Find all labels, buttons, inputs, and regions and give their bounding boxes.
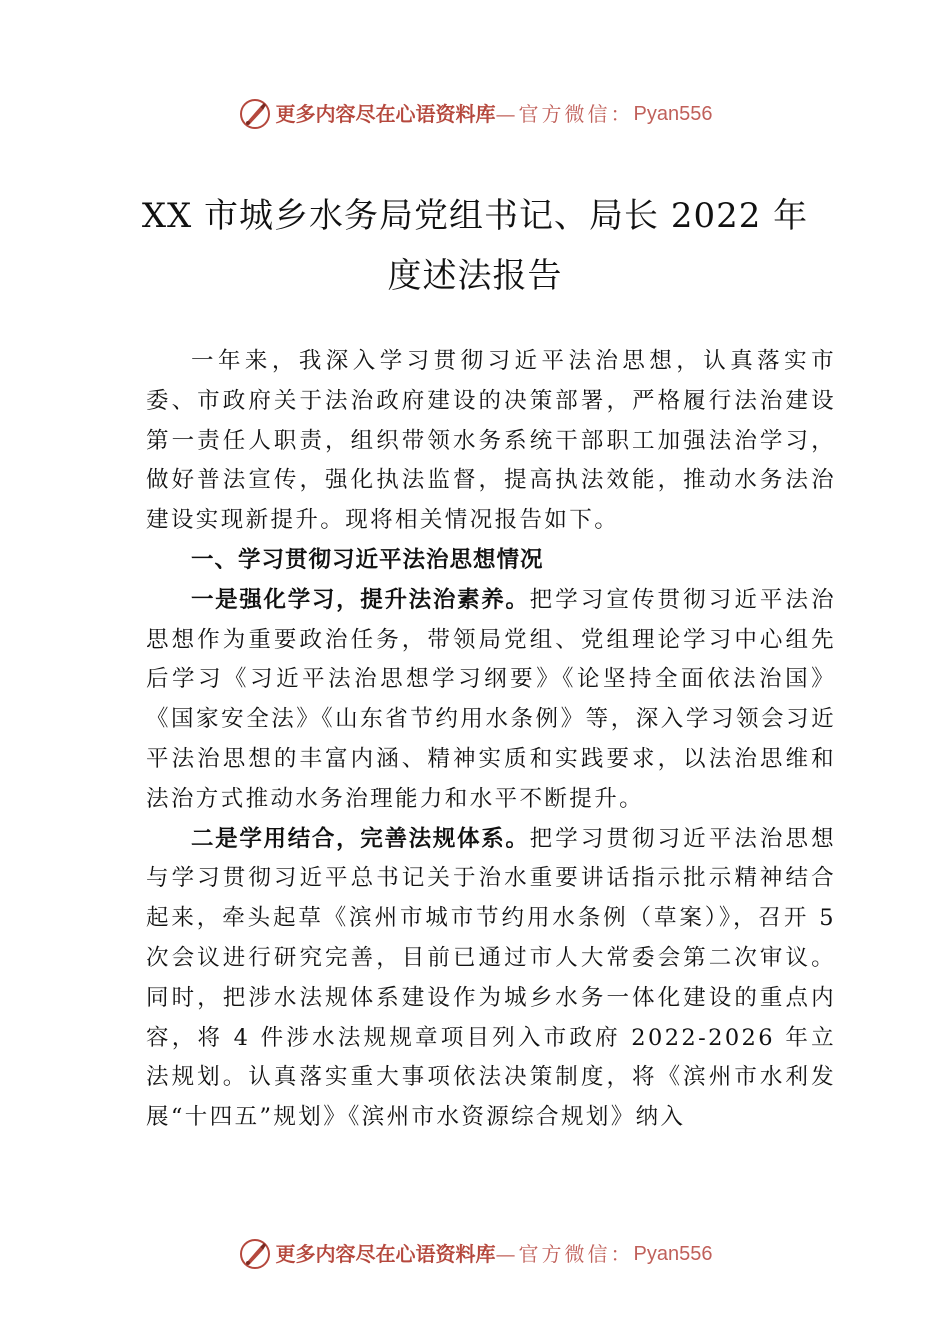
paragraph-2-text: 把学习贯彻习近平法治思想与学习贯彻习近平总书记关于治水重要讲话指示批示精神结合起来，牵头起草《滨州市城市节约用水条例（草案）》，召开 5 次会议进行研究完善，目前已通过市人大常委会第二次审议。同时，把涉水法规体系建设作为城乡水务一体化建设的重点内容，将 4 件涉水法规规章项目列入市政府 2022-2026 年立法规划。认真落实重大事项依法决策制度，将《滨州市水利发展“十四五”规划》《滨州市水资源综合规划》纳入 <box>146 825 836 1131</box>
paragraph-1-text: 把学习宣传贯彻习近平法治思想作为重要政治任务，带领局党组、党组理论学习中心组先后学习《习近平法治思想学习纲要》《论坚持全面依法治国》《国家安全法》《山东省节约用水条例》等，深入学习领会习近平法治思想的丰富内涵、精神实质和实践要求，以法治思维和法治方式推动水务治理能力和水平不断提升。 <box>146 586 836 812</box>
watermark-sub-text: —官方微信： <box>495 102 634 126</box>
watermark-main-text: 更多内容尽在心语资料库 <box>275 1242 496 1266</box>
pen-logo-icon <box>238 97 272 131</box>
watermark-wechat-id: Pyan556 <box>633 103 713 125</box>
footer-watermark <box>0 1237 950 1271</box>
pen-logo-icon <box>238 1237 272 1271</box>
intro-paragraph: 一年来，我深入学习贯彻习近平法治思想，认真落实市委、市政府关于法治政府建设的决策部署，严格履行法治建设第一责任人职责，组织带领水务系统干部职工加强法治学习，做好普法宣传，强化执法监督，提高执法效能，推动水务法治建设实现新提升。现将相关情况报告如下。 <box>146 348 836 534</box>
watermark-sub-text: —官方微信： <box>495 1242 634 1266</box>
paragraph-2-lead: 二是学用结合，完善法规体系。 <box>191 825 530 852</box>
watermark-main-text: 更多内容尽在心语资料库 <box>275 102 496 126</box>
title-line-2: 度述法报告 <box>387 256 563 296</box>
paragraph-2 <box>146 820 836 1138</box>
title-line-1: XX 市城乡水务局党组书记、局长 2022 年 <box>141 196 809 236</box>
paragraph-1 <box>146 581 836 820</box>
header-watermark <box>0 97 950 131</box>
document-title <box>0 186 950 306</box>
paragraph-1-lead: 一是强化学习，提升法治素养。 <box>191 586 530 613</box>
section-heading-1: 一、学习贯彻习近平法治思想情况 <box>191 546 544 573</box>
watermark-wechat-id: Pyan556 <box>633 1243 713 1265</box>
document-body <box>146 342 836 1138</box>
